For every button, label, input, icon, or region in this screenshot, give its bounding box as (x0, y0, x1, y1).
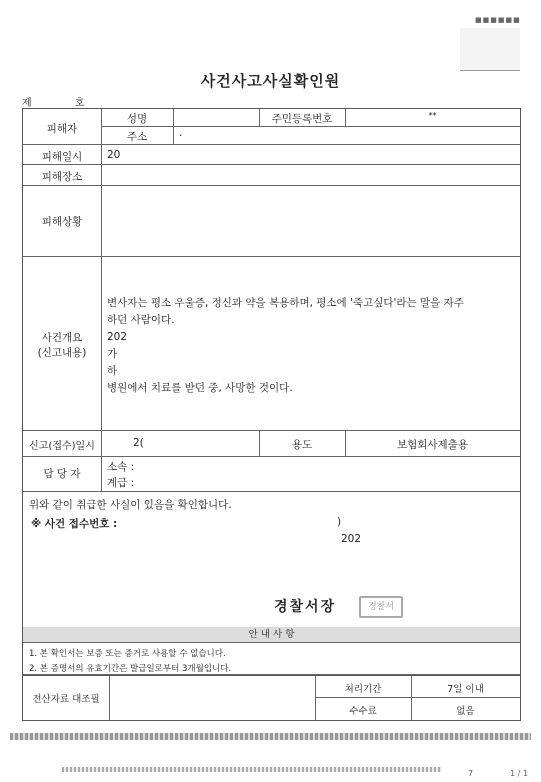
address-label: 주소 (126, 131, 148, 143)
victim-label: 피해자 (46, 123, 78, 135)
summary-line: 변사자는 평소 우울증, 정신과 약을 복용하며, 평소에 '죽고싶다'라는 말을 자주 (107, 297, 464, 309)
name-label: 성명 (126, 113, 148, 125)
summary-label-line2: (신고내용) (37, 347, 87, 359)
officer-dept: 소속 : (107, 461, 135, 473)
purpose-label: 용도 (291, 439, 313, 451)
rrn-label: 주민등록번호 (271, 113, 333, 125)
document-number (22, 94, 85, 109)
summary-line: 202 (107, 331, 128, 343)
page-number: 1 / 1 (510, 769, 528, 778)
document-title: 사건사고사실확인원 (200, 72, 341, 90)
issue-date: 202 (341, 533, 362, 545)
report-form (22, 108, 521, 675)
doc-no-prefix: 제 (22, 98, 35, 109)
station-chief: 경찰서장 (274, 599, 337, 615)
computer-check-label: 전산자료 대조필 (32, 694, 100, 705)
summary-line: 하던 사람이다. (107, 314, 175, 326)
summary-line: 병원에서 치료를 받던 중, 사망한 것이다. (107, 382, 293, 394)
officer-label: 담 당 자 (43, 468, 81, 480)
footer-table (22, 675, 521, 721)
corner-code: ■■■■■■ (475, 16, 521, 24)
doc-no-suffix: 호 (74, 98, 85, 109)
incident-date-label: 피해일시 (41, 151, 83, 163)
summary-text (107, 295, 464, 397)
official-seal: 경찰서 (359, 596, 403, 618)
notice-item: 1. 본 확인서는 보증 또는 증거로 사용할 수 없습니다. (29, 649, 226, 659)
security-band (10, 733, 531, 740)
period-label: 처리기간 (344, 684, 382, 695)
summary-line: 하 (107, 365, 118, 377)
corner-redaction (460, 28, 520, 71)
summary-line: 가 (107, 348, 118, 360)
report-date-label: 신고(접수)일시 (29, 441, 95, 452)
case-number-paren: ) (337, 516, 342, 528)
address-value: . (179, 127, 183, 139)
summary-label (23, 331, 101, 361)
period-value: 7일 이내 (447, 684, 484, 695)
fee-label: 수수료 (349, 706, 377, 717)
page-mark: 7 (468, 769, 474, 778)
incident-situation-label: 피해상황 (41, 216, 83, 228)
incident-place-label: 피해장소 (41, 171, 83, 183)
notice-item: 2. 본 증명서의 유효기간은 발급일로부터 3개월입니다. (29, 664, 232, 674)
rrn-value: ** (428, 111, 437, 120)
bottom-band (62, 767, 442, 772)
notice-title: 안 내 사 항 (23, 627, 520, 642)
case-number-label: ※ 사건 접수번호 : (31, 518, 118, 530)
fee-value: 없음 (456, 706, 475, 717)
summary-label-line1: 사건개요 (41, 332, 83, 344)
officer-rank: 계급 : (107, 477, 135, 489)
confirm-statement: 위와 같이 취급한 사실이 있음을 확인합니다. (29, 499, 232, 511)
purpose-value: 보험회사제출용 (396, 439, 468, 451)
incident-date-value: 20 (107, 149, 121, 161)
report-date-value: 2( (133, 437, 144, 449)
